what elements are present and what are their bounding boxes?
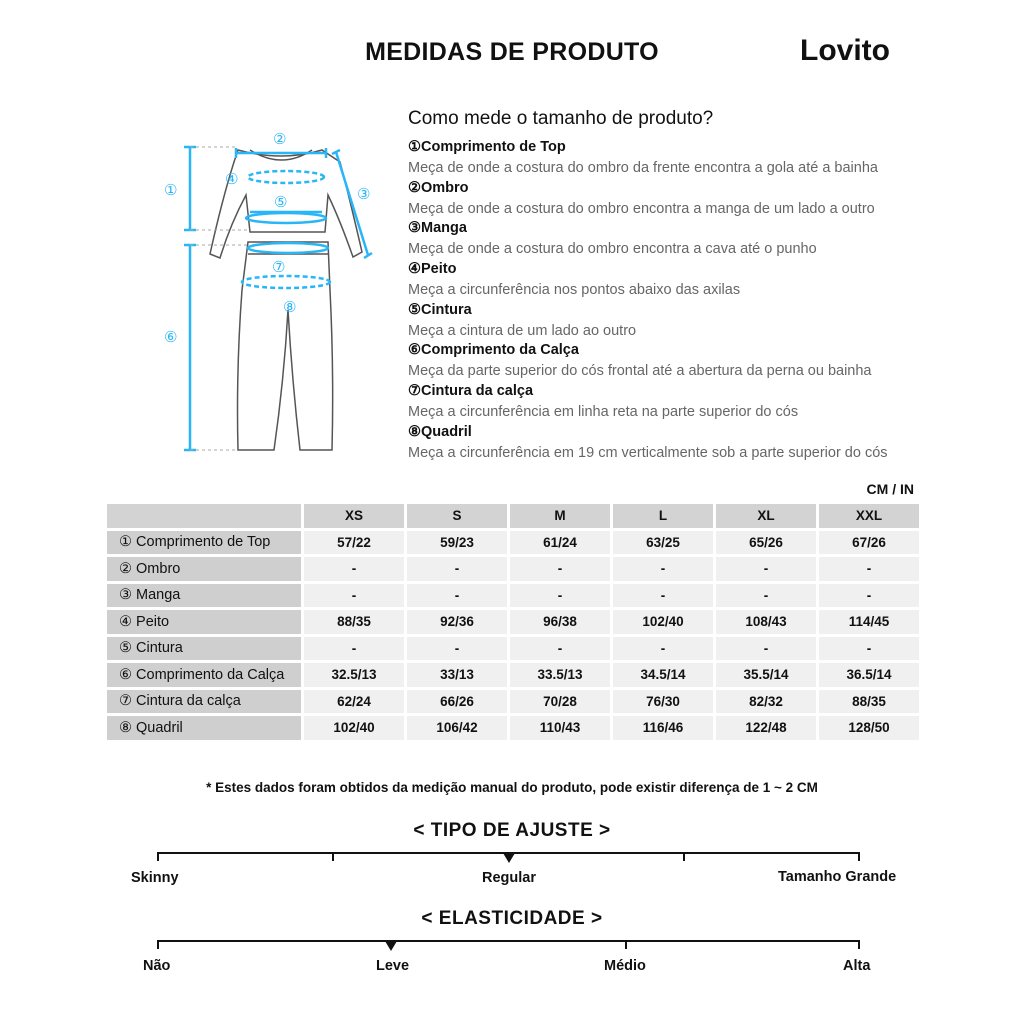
table-cell: - [716,557,816,581]
marker-2: ② [273,130,287,148]
marker-8: ⑧ [283,298,297,316]
guide-item-name: ⑦Cintura da calça [408,383,534,399]
fit-tick [683,852,685,861]
table-row [107,637,919,661]
guide-item [408,300,968,341]
marker-7: ⑦ [272,258,286,276]
table-cell: 57/22 [304,531,404,555]
table-cell: 61/24 [510,531,610,555]
table-cell: - [304,557,404,581]
row-label: ④ Peito [107,610,301,634]
guide-item-name: ①Comprimento de Top [408,139,566,155]
row-label: ⑦ Cintura da calça [107,690,301,714]
table-cell: 33/13 [407,663,507,687]
guide-item-name: ⑤Cintura [408,302,472,318]
guide-item [408,422,968,463]
guide-item [408,381,968,422]
table-cell: 88/35 [819,690,919,714]
table-cell: 67/26 [819,531,919,555]
size-table [104,501,922,743]
guide-item-desc: Meça da parte superior do cós frontal até a abertura da perna ou bainha [408,363,872,379]
size-header: XS [304,504,404,528]
elasticity-label-high: Alta [843,958,871,974]
table-row [107,531,919,555]
elasticity-label-medium: Médio [604,958,646,974]
row-label: ③ Manga [107,584,301,608]
table-row [107,584,919,608]
table-cell: 35.5/14 [716,663,816,687]
elasticity-tick [157,940,159,949]
row-label: ② Ombro [107,557,301,581]
elasticity-label-light: Leve [376,958,410,974]
guide-item [408,218,968,259]
table-corner-cell [107,504,301,528]
table-cell: 33.5/13 [510,663,610,687]
table-cell: - [716,584,816,608]
guide-item-name: ②Ombro [408,180,469,196]
table-row [107,716,919,740]
page-title: MEDIDAS DE PRODUTO [365,38,659,66]
table-cell: 82/32 [716,690,816,714]
table-cell: 116/46 [613,716,713,740]
table-cell: 92/36 [407,610,507,634]
row-label: ⑧ Quadril [107,716,301,740]
garment-diagram [150,120,390,465]
size-header: L [613,504,713,528]
guide-item-desc: Meça de onde a costura do ombro da frente encontra a gola até a bainha [408,160,878,176]
guide-item-desc: Meça a circunferência em linha reta na parte superior do cós [408,404,799,420]
table-cell: 96/38 [510,610,610,634]
table-row [107,610,919,634]
fit-label-skinny: Skinny [131,870,179,886]
fit-tick [157,852,159,861]
table-cell: 76/30 [613,690,713,714]
guide-item-desc: Meça de onde a costura do ombro encontra a manga de um lado a outro [408,201,875,217]
table-cell: 88/35 [304,610,404,634]
guide-item-desc: Meça a cintura de um lado ao outro [408,323,637,339]
table-cell: - [613,584,713,608]
table-cell: - [304,637,404,661]
elasticity-selected-marker [385,941,397,951]
table-cell: 59/23 [407,531,507,555]
size-header: XXL [819,504,919,528]
guide-item-name: ④Peito [408,261,457,277]
table-header-row [107,504,919,528]
table-cell: - [407,557,507,581]
table-cell: - [510,557,610,581]
table-cell: 66/26 [407,690,507,714]
table-cell: - [613,557,713,581]
table-row [107,690,919,714]
table-cell: 65/26 [716,531,816,555]
size-header: XL [716,504,816,528]
table-cell: 62/24 [304,690,404,714]
marker-3: ③ [357,185,371,203]
fit-scale-title: < TIPO DE AJUSTE > [413,820,611,841]
guide-item [408,340,968,381]
fit-label-large: Tamanho Grande [778,869,897,885]
table-cell: - [819,637,919,661]
marker-5: ⑤ [274,193,288,211]
table-cell: - [510,584,610,608]
table-cell: 32.5/13 [304,663,404,687]
elasticity-scale-line [158,940,860,942]
table-cell: 36.5/14 [819,663,919,687]
fit-tick [332,852,334,861]
table-cell: 102/40 [304,716,404,740]
table-cell: - [613,637,713,661]
marker-1: ① [164,181,178,199]
table-cell: 34.5/14 [613,663,713,687]
table-cell: 108/43 [716,610,816,634]
table-cell: 110/43 [510,716,610,740]
guide-item [408,178,968,219]
table-cell: 106/42 [407,716,507,740]
fit-selected-marker [503,853,515,863]
guide-item-name: ⑥Comprimento da Calça [408,342,579,358]
table-row [107,663,919,687]
table-cell: 122/48 [716,716,816,740]
table-cell: - [819,557,919,581]
table-cell: - [819,584,919,608]
elasticity-tick [625,940,627,949]
guide-question: Como mede o tamanho de produto? [408,108,714,129]
table-cell: - [407,637,507,661]
guide-item [408,259,968,300]
table-row [107,557,919,581]
table-cell: - [407,584,507,608]
table-cell: 63/25 [613,531,713,555]
table-cell: 70/28 [510,690,610,714]
guide-item [408,137,968,178]
measurement-note: * Estes dados foram obtidos da medição manual do produto, pode existir diferença de 1 ~ 2 CM [206,780,818,795]
brand-logo: Lovito [800,34,890,67]
table-cell: 128/50 [819,716,919,740]
marker-4: ④ [225,170,239,188]
row-label: ⑤ Cintura [107,637,301,661]
elasticity-label-none: Não [143,958,171,974]
guide-item-name: ③Manga [408,220,467,236]
marker-6: ⑥ [164,328,178,346]
table-cell: - [304,584,404,608]
elasticity-scale-title: < ELASTICIDADE > [421,908,603,929]
table-cell: 114/45 [819,610,919,634]
size-header: M [510,504,610,528]
row-label: ① Comprimento de Top [107,531,301,555]
fit-tick [858,852,860,861]
guide-item-desc: Meça a circunferência em 19 cm verticalmente sob a parte superior do cós [408,445,888,461]
table-cell: - [510,637,610,661]
table-cell: 102/40 [613,610,713,634]
guide-item-desc: Meça de onde a costura do ombro encontra a cava até o punho [408,241,817,257]
guide-item-name: ⑧Quadril [408,424,472,440]
guide-item-desc: Meça a circunferência nos pontos abaixo das axilas [408,282,741,298]
size-header: S [407,504,507,528]
unit-label: CM / IN [866,481,914,497]
table-cell: - [716,637,816,661]
elasticity-tick [858,940,860,949]
fit-label-regular: Regular [482,870,536,886]
row-label: ⑥ Comprimento da Calça [107,663,301,687]
